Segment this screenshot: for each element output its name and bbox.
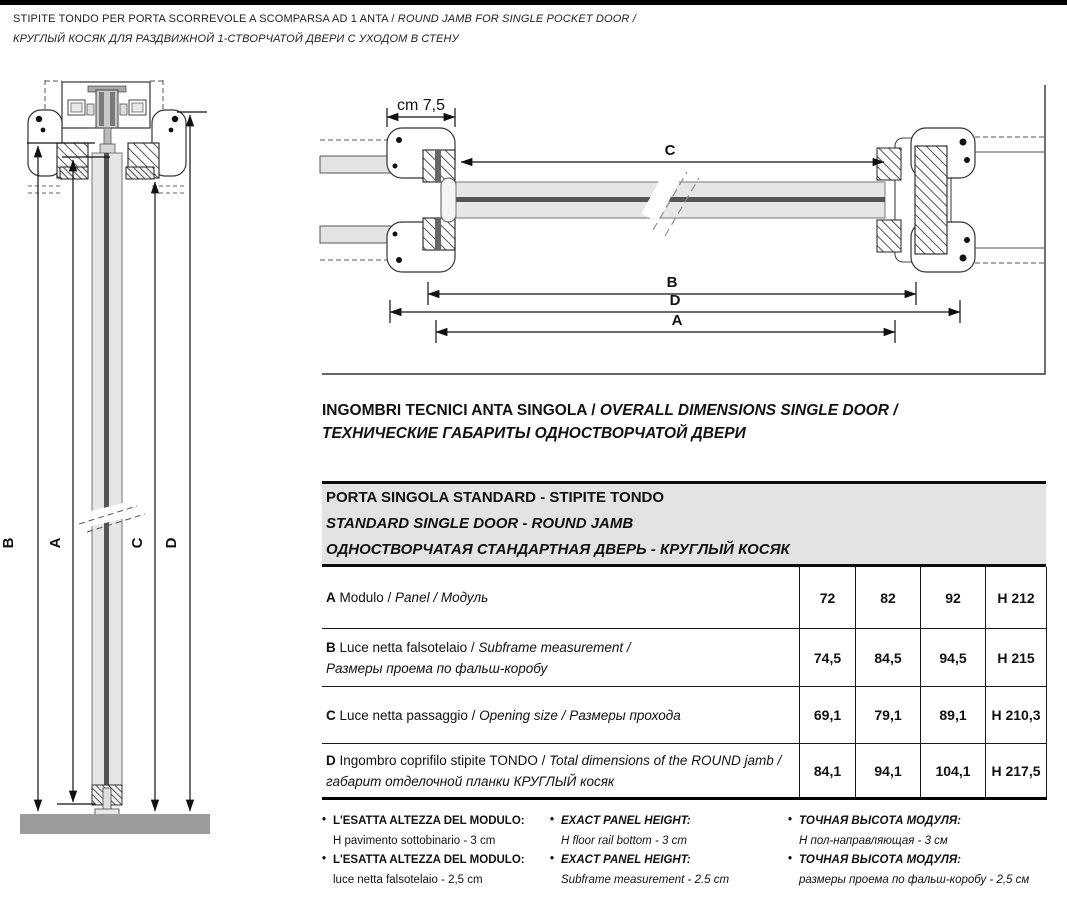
table-cell: 84,1 [799,744,855,797]
row-key: D [326,752,336,768]
note-body: размеры проема по фальш-коробу - 2,5 см [799,873,1030,886]
row-key: C [326,707,336,723]
table-cell: 92 [920,567,985,629]
row-key: A [326,590,336,605]
note-body: luce netta falsotelaio - 2,5 cm [333,873,483,886]
section-title-russian: ТЕХНИЧЕСКИЕ ГАБАРИТЫ ОДНОСТВОРЧАТОЙ ДВЕРИ [322,425,746,442]
table-cell: H 212 [985,567,1046,629]
note-title: • L'ESATTA ALTEZZA DEL MODULO: [322,851,546,871]
page-title-russian: КРУГЛЫЙ КОСЯК ДЛЯ РАЗДВИЖНОЙ 1-СТВОРЧАТОЙ ДВЕРИ С УХОДОМ В СТЕНУ [13,33,459,45]
elevation-dim-label-a: A [47,537,64,549]
note-title: • ТОЧНАЯ ВЫСОТА МОДУЛЯ: [788,851,1046,871]
section-title-italian: INGOMBRI TECNICI ANTA SINGOLA / [322,402,600,419]
top-edge-bar [0,0,1067,5]
product-header-english: STANDARD SINGLE DOOR - ROUND JAMB [326,515,634,532]
gasket-seal [172,116,178,122]
page-title-line1 [13,9,636,29]
table-cell: 84,5 [855,629,920,687]
hatched-strike-column [915,146,947,254]
elevation-dim-label-d: D [163,537,180,549]
bullet-icon: • [322,814,327,826]
table-cell: 82 [855,567,920,629]
gasket-seal [396,257,402,263]
dimensions-table [322,567,1047,800]
floor-guide-channel [103,788,111,812]
elevation-dim-label-b: B [0,537,17,549]
door-panel-horizontal [441,171,885,236]
hatched-strike-strip-bottom [877,220,901,252]
elevation-dim-label-c: C [129,537,146,549]
note-title: • ТОЧНАЯ ВЫСОТА МОДУЛЯ: [788,812,1046,832]
table-row-label-a: A Modulo / Panel / Модуль [322,567,799,629]
gasket-seal [396,137,402,143]
door-panel-vertical [79,153,145,815]
footnote-column-russian [788,812,1046,890]
table-cell: 74,5 [799,629,855,687]
table-cell: H 210,3 [985,687,1046,744]
plan-dim-label-b: B [666,274,678,291]
plan-jamb-width-label: cm 7,5 [396,97,446,114]
panel-nose-profile [441,178,456,222]
plan-dim-label-a: A [671,312,683,329]
product-header-russian: ОДНОСТВОРЧАТАЯ СТАНДАРТНАЯ ДВЕРЬ - КРУГЛЫЙ КОСЯК [326,541,790,558]
floor-slab [20,814,210,834]
bullet-icon: • [550,853,555,865]
bullet-icon: • [550,814,555,826]
note-body: H floor rail bottom - 3 cm [561,834,687,847]
table-cell: 89,1 [920,687,985,744]
page-title [13,9,636,49]
gasket-seal [960,255,967,262]
hatched-strike-strip-top [877,148,901,180]
note-body: Subframe measurement - 2.5 cm [561,873,730,886]
section-title-line2 [322,422,1052,445]
note-body: H pavimento sottobinario - 3 cm [333,834,496,847]
table-cell: 72 [799,567,855,629]
note-title: • EXACT PANEL HEIGHT: [550,851,782,871]
gasket-seal [36,116,42,122]
wall-right [975,137,1044,263]
table-cell: 94,1 [855,744,920,797]
table-cell: H 217,5 [985,744,1046,797]
table-row-label-b: B Luce netta falsotelaio / Subframe measurement / Размеры проема по фальш-коробу [322,629,799,687]
table-cell: 94,5 [920,629,985,687]
page-title-line2 [13,29,636,49]
gasket-seal [960,139,967,146]
table-cell: 104,1 [920,744,985,797]
page-title-english: ROUND JAMB FOR SINGLE POCKET DOOR / [397,13,636,25]
plan-dim-label-d: D [669,292,681,309]
note-title: • L'ESATTA ALTEZZA DEL MODULO: [322,812,546,832]
section-title-line1 [322,399,1052,422]
table-cell: 79,1 [855,687,920,744]
plan-section-drawing [315,80,1060,390]
footnotes [322,812,1046,894]
footnote-column-italian [322,812,546,890]
table-cell: 69,1 [799,687,855,744]
section-title-english: OVERALL DIMENSIONS SINGLE DOOR / [599,402,898,419]
product-header-italian: PORTA SINGOLA STANDARD - STIPITE TONDO [326,489,665,506]
plan-dim-label-c: C [664,142,676,159]
elevation-section-drawing [0,60,320,850]
bullet-icon: • [788,853,793,865]
note-title: • EXACT PANEL HEIGHT: [550,812,782,832]
table-row-label-d: D Ingombro coprifilo stipite TONDO / Total dimensions of the ROUND jamb / габарит отделочной планки КРУГЛЫЙ косяк [326,752,782,789]
table-cell: H 215 [985,629,1046,687]
bullet-icon: • [788,814,793,826]
section-title [322,399,1052,445]
footnote-column-english [550,812,782,890]
strike-round-jamb [877,128,975,272]
product-header-band [322,481,1046,567]
bullet-icon: • [322,853,327,865]
note-body: Н пол-направляющая - 3 см [799,834,948,847]
page-title-italian: STIPITE TONDO PER PORTA SCORREVOLE A SCOMPARSA AD 1 ANTA / [13,13,398,25]
row-key: B [326,639,336,655]
table-row-label-c: C Luce netta passaggio / Opening size / Размеры прохода [322,687,799,744]
